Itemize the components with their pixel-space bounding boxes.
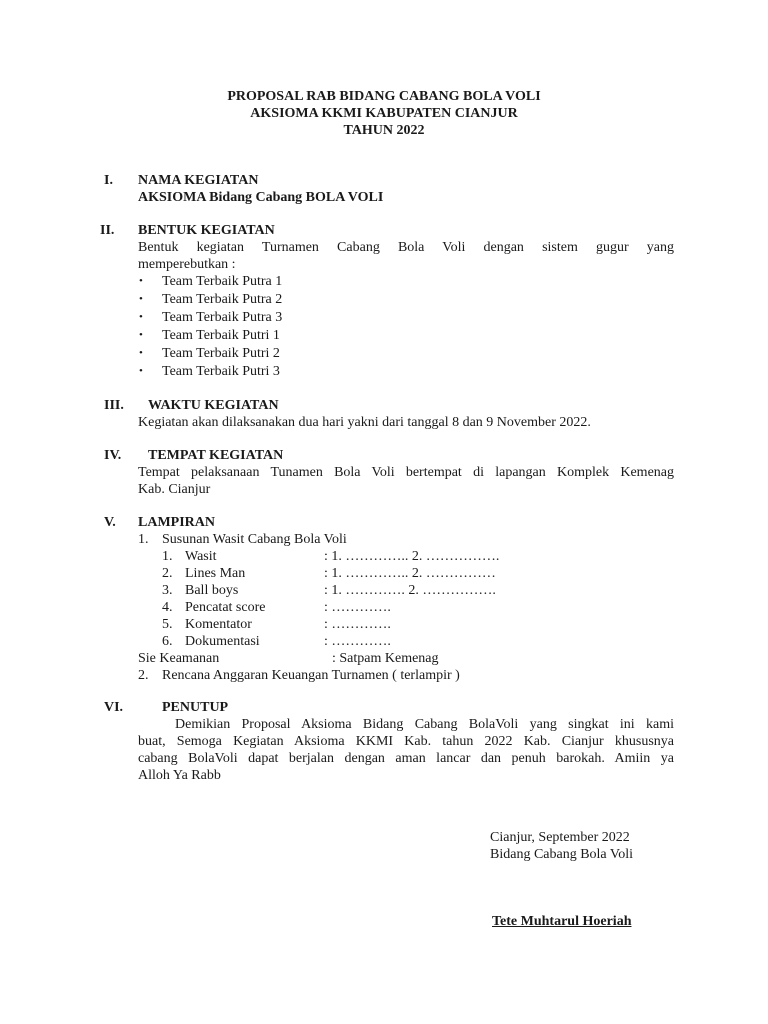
section-1-heading: NAMA KEGIATAN	[138, 173, 259, 188]
referee-value: : ………….	[324, 600, 391, 615]
signature-name: Tete Muhtarul Hoeriah	[492, 914, 632, 929]
closing-line2: buat, Semoga Kegiatan Aksioma KKMI Kab. tahun 2022 Kab. Cianjur khususnya	[138, 734, 674, 749]
list-item: Team Terbaik Putra 2	[162, 292, 283, 307]
bullet-icon: •	[139, 311, 143, 323]
referee-number: 5.	[162, 617, 173, 632]
security-value: : Satpam Kemenag	[332, 651, 439, 666]
referee-role: Pencatat score	[185, 600, 266, 615]
lampiran-item2-text: Rencana Anggaran Keuangan Turnamen ( terlampir )	[162, 668, 460, 683]
section-4-line1: Tempat pelaksanaan Tunamen Bola Voli bertempat di lapangan Komplek Kemenag	[138, 465, 674, 480]
bullet-icon: •	[139, 293, 143, 305]
doc-title-line1: PROPOSAL RAB BIDANG CABANG BOLA VOLI	[227, 89, 541, 104]
referee-number: 2.	[162, 566, 173, 581]
referee-number: 4.	[162, 600, 173, 615]
doc-title-line3: TAHUN 2022	[343, 123, 425, 138]
section-4-line2: Kab. Cianjur	[138, 482, 211, 497]
doc-title-line2: AKSIOMA KKMI KABUPATEN CIANJUR	[250, 106, 518, 121]
section-2-number: II.	[100, 223, 115, 238]
security-label: Sie Keamanan	[138, 651, 220, 666]
referee-role: Dokumentasi	[185, 634, 260, 649]
section-2-heading: BENTUK KEGIATAN	[138, 223, 275, 238]
list-item: Team Terbaik Putri 2	[162, 346, 280, 361]
section-2-line1: Bentuk kegiatan Turnamen Cabang Bola Voli dengan sistem gugur yang	[138, 240, 674, 255]
list-item: Team Terbaik Putra 1	[162, 274, 283, 289]
referee-value: : ………….	[324, 617, 391, 632]
referee-value: : 1. …………. 2. …………….	[324, 583, 496, 598]
section-5-heading: LAMPIRAN	[138, 515, 215, 530]
referee-role: Lines Man	[185, 566, 246, 581]
closing-line4: Alloh Ya Rabb	[138, 768, 221, 783]
signature-place-date: Cianjur, September 2022	[490, 830, 630, 845]
section-5-number: V.	[104, 515, 116, 530]
referee-value: : 1. ………….. 2. …………….	[324, 549, 500, 564]
signature-organization: Bidang Cabang Bola Voli	[490, 847, 633, 862]
section-6-heading: PENUTUP	[162, 700, 229, 715]
lampiran-item1-number: 1.	[138, 532, 149, 547]
closing-line1: Demikian Proposal Aksioma Bidang Cabang BolaVoli yang singkat ini kami	[175, 717, 674, 732]
list-item: Team Terbaik Putra 3	[162, 310, 283, 325]
section-1-text: AKSIOMA Bidang Cabang BOLA VOLI	[138, 190, 384, 205]
lampiran-item2-number: 2.	[138, 668, 149, 683]
referee-number: 3.	[162, 583, 173, 598]
section-4-heading: TEMPAT KEGIATAN	[148, 448, 284, 463]
referee-role: Komentator	[185, 617, 252, 632]
list-item: Team Terbaik Putri 3	[162, 364, 280, 379]
section-6-number: VI.	[104, 700, 124, 715]
lampiran-item1-text: Susunan Wasit Cabang Bola Voli	[162, 532, 347, 547]
referee-value: : 1. ………….. 2. ……………	[324, 566, 496, 581]
section-2-line2: memperebutkan :	[138, 257, 236, 272]
referee-number: 6.	[162, 634, 173, 649]
section-3-number: III.	[104, 398, 124, 413]
referee-role: Ball boys	[185, 583, 239, 598]
referee-role: Wasit	[185, 549, 217, 564]
section-1-number: I.	[104, 173, 113, 188]
list-item: Team Terbaik Putri 1	[162, 328, 280, 343]
bullet-icon: •	[139, 347, 143, 359]
closing-line3: cabang BolaVoli dapat berjalan dengan aman lancar dan penuh barokah. Amiin ya	[138, 751, 674, 766]
referee-number: 1.	[162, 549, 173, 564]
bullet-icon: •	[139, 275, 143, 287]
bullet-icon: •	[139, 329, 143, 341]
section-3-text: Kegiatan akan dilaksanakan dua hari yakni dari tanggal 8 dan 9 November 2022.	[138, 415, 591, 430]
section-3-heading: WAKTU KEGIATAN	[148, 398, 279, 413]
section-4-number: IV.	[104, 448, 122, 463]
referee-value: : ………….	[324, 634, 391, 649]
bullet-icon: •	[139, 365, 143, 377]
